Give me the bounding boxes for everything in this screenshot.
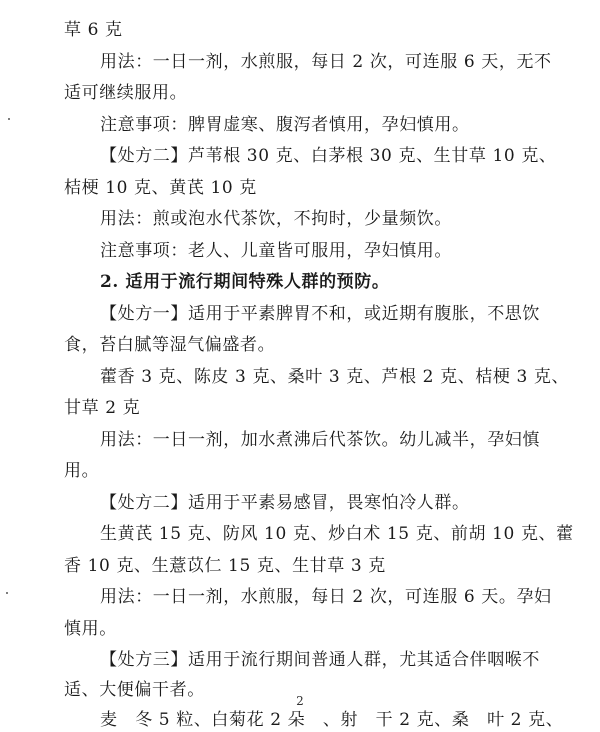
section-heading: 2. 适用于流行期间特殊人群的预防。 — [100, 272, 390, 292]
text-line-06: 桔梗 10 克、黄芪 10 克 — [64, 178, 257, 198]
text-line-12: 藿香 3 克、陈皮 3 克、桑叶 3 克、芦根 2 克、桔梗 3 克、 — [100, 367, 570, 387]
text-line-21: 【处方三】适用于流行期间普通人群，尤其适合伴咽喉不 — [100, 650, 540, 670]
text-line-23: 麦 冬 5 粒、白菊花 2 朵 、射 干 2 克、桑 叶 2 克、 — [100, 710, 564, 730]
text-line-11: 食，苔白腻等湿气偏盛者。 — [64, 335, 276, 355]
scan-speck — [6, 592, 8, 594]
text-line-15: 用。 — [64, 461, 100, 481]
text-line-08: 注意事项：老人、儿童皆可服用，孕妇慎用。 — [100, 241, 452, 261]
text-line-05: 【处方二】芦苇根 30 克、白茅根 30 克、生甘草 10 克、 — [100, 146, 557, 166]
scan-speck — [8, 118, 10, 120]
page-number: 2 — [296, 694, 304, 708]
text-line-07: 用法：煎或泡水代茶饮，不拘时，少量频饮。 — [100, 209, 452, 229]
text-line-14: 用法：一日一剂，加水煮沸后代茶饮。幼儿减半，孕妇慎 — [100, 430, 540, 450]
text-line-02: 用法：一日一剂，水煎服，每日 2 次，可连服 6 天，无不 — [100, 52, 552, 72]
text-line-16: 【处方二】适用于平素易感冒，畏寒怕冷人群。 — [100, 493, 470, 513]
text-line-10: 【处方一】适用于平素脾胃不和，或近期有腹胀，不思饮 — [100, 304, 540, 324]
text-line-13: 甘草 2 克 — [64, 398, 141, 418]
text-line-03: 适可继续服用。 — [64, 83, 188, 103]
text-line-20: 慎用。 — [64, 619, 117, 639]
text-line-19: 用法：一日一剂，水煎服，每日 2 次，可连服 6 天。孕妇 — [100, 587, 552, 607]
text-line-01: 草 6 克 — [64, 20, 123, 40]
text-line-04: 注意事项：脾胃虚寒、腹泻者慎用，孕妇慎用。 — [100, 115, 470, 135]
text-line-22: 适、大便偏干者。 — [64, 680, 205, 700]
text-line-17: 生黄芪 15 克、防风 10 克、炒白术 15 克、前胡 10 克、藿 — [100, 524, 574, 544]
text-line-18: 香 10 克、生薏苡仁 15 克、生甘草 3 克 — [64, 556, 386, 576]
